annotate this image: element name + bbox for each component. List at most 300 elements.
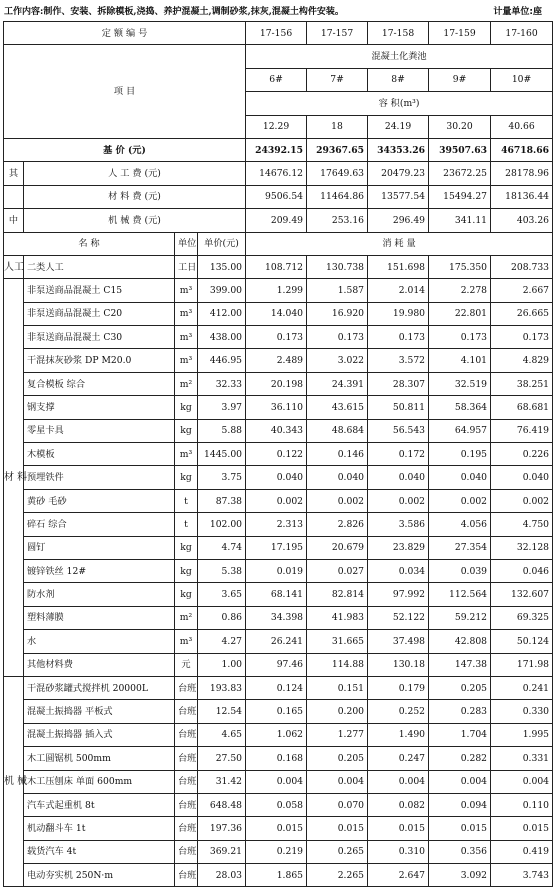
consumption-value: 0.040 (491, 466, 553, 489)
consumption-value: 20.679 (307, 536, 368, 559)
consumption-value: 108.712 (246, 255, 307, 278)
section-side-label: 机 械 (4, 676, 24, 887)
resource-unit: kg (175, 396, 198, 419)
resource-unit: kg (175, 583, 198, 606)
resource-row (4, 700, 553, 723)
consumption-value: 0.172 (368, 443, 429, 466)
resource-unit: 台班 (175, 700, 198, 723)
consumption-value: 0.205 (429, 676, 491, 699)
resource-unit: m³ (175, 630, 198, 653)
resource-unit-price: 3.65 (198, 583, 246, 606)
category-row (4, 45, 553, 68)
consumption-value: 0.219 (246, 840, 307, 863)
resource-unit-price: 87.38 (198, 489, 246, 512)
resource-row (4, 676, 553, 699)
consumption-value: 0.205 (307, 747, 368, 770)
consumption-value: 0.252 (368, 700, 429, 723)
consumption-value: 41.983 (307, 606, 368, 629)
consumption-value: 175.350 (429, 255, 491, 278)
consumption-value: 0.265 (307, 840, 368, 863)
consumption-value: 19.980 (368, 302, 429, 325)
consumption-value: 0.173 (307, 326, 368, 349)
consumption-value: 1.062 (246, 723, 307, 746)
section-side-label: 材 料 (4, 279, 24, 677)
resource-unit-price: 3.75 (198, 466, 246, 489)
consumption-value: 28.307 (368, 372, 429, 395)
base-price-label: 基 价 (元) (4, 138, 246, 161)
consumption-value: 97.46 (246, 653, 307, 676)
breakdown-value: 28178.96 (491, 162, 553, 185)
breakdown-value: 296.49 (368, 209, 429, 232)
consumption-value: 0.004 (307, 770, 368, 793)
resource-row (4, 489, 553, 512)
resource-unit-price: 12.54 (198, 700, 246, 723)
resource-unit-price: 31.42 (198, 770, 246, 793)
consumption-value: 24.391 (307, 372, 368, 395)
consumption-value: 32.128 (491, 536, 553, 559)
resource-name: 其他材料费 (24, 653, 175, 676)
consumption-value: 0.015 (246, 817, 307, 840)
resource-row (4, 302, 553, 325)
consumption-value: 0.331 (491, 747, 553, 770)
quota-code-row (4, 22, 553, 45)
consumption-value: 37.498 (368, 630, 429, 653)
consumption-value: 0.015 (491, 817, 553, 840)
work-content-text: 工作内容:制作、安装、拆除模板,浇捣、养护混凝土,调制砂浆,抹灰,混凝土构件安装。 (4, 7, 344, 17)
resource-name: 干混抹灰砂浆 DP M20.0 (24, 349, 175, 372)
consumption-value: 0.419 (491, 840, 553, 863)
consumption-value: 68.681 (491, 396, 553, 419)
consumption-value: 0.168 (246, 747, 307, 770)
resource-row (4, 793, 553, 816)
breakdown-value: 14676.12 (246, 162, 307, 185)
resource-name: 塑料薄膜 (24, 606, 175, 629)
consumption-value: 0.173 (491, 326, 553, 349)
consumption-value: 0.110 (491, 793, 553, 816)
resource-unit-price: 1445.00 (198, 443, 246, 466)
consumption-value: 17.195 (246, 536, 307, 559)
resource-unit-price: 1.00 (198, 653, 246, 676)
resource-name: 复合模板 综合 (24, 372, 175, 395)
resource-unit-price: 446.95 (198, 349, 246, 372)
volume-value: 12.29 (246, 115, 307, 138)
consumption-value: 0.151 (307, 676, 368, 699)
consumption-value: 32.519 (429, 372, 491, 395)
consumption-value: 0.165 (246, 700, 307, 723)
consumption-value: 40.343 (246, 419, 307, 442)
consumption-value: 0.046 (491, 559, 553, 582)
consumption-value: 97.992 (368, 583, 429, 606)
consumption-value: 0.356 (429, 840, 491, 863)
breakdown-row (4, 162, 553, 185)
consumption-value: 64.957 (429, 419, 491, 442)
consumption-value: 1.865 (246, 864, 307, 887)
resource-name: 木模板 (24, 443, 175, 466)
resource-unit-price: 412.00 (198, 302, 246, 325)
consumption-value: 0.027 (307, 559, 368, 582)
resource-unit: kg (175, 419, 198, 442)
consumption-value: 0.040 (246, 466, 307, 489)
consumption-value: 0.173 (368, 326, 429, 349)
breakdown-side-label: 其 (4, 162, 24, 185)
consumption-value: 20.198 (246, 372, 307, 395)
model-no: 6# (246, 68, 307, 91)
resource-unit-price: 369.21 (198, 840, 246, 863)
consumption-value: 130.738 (307, 255, 368, 278)
consumption-value: 16.920 (307, 302, 368, 325)
consumption-value: 0.094 (429, 793, 491, 816)
resource-unit: m³ (175, 279, 198, 302)
consumption-value: 42.808 (429, 630, 491, 653)
consumption-value: 0.310 (368, 840, 429, 863)
consumption-value: 2.278 (429, 279, 491, 302)
col-header-name: 名 称 (4, 232, 175, 255)
breakdown-value: 9506.54 (246, 185, 307, 208)
resource-row (4, 255, 553, 278)
consumption-value: 4.829 (491, 349, 553, 372)
resource-name: 黄砂 毛砂 (24, 489, 175, 512)
consumption-value: 31.665 (307, 630, 368, 653)
resource-name: 钢支撑 (24, 396, 175, 419)
consumption-value: 0.330 (491, 700, 553, 723)
consumption-value: 0.058 (246, 793, 307, 816)
consumption-value: 0.040 (368, 466, 429, 489)
breakdown-value: 15494.27 (429, 185, 491, 208)
resource-unit: 台班 (175, 864, 198, 887)
resource-name: 混凝土振捣器 插入式 (24, 723, 175, 746)
resource-row (4, 372, 553, 395)
consumption-value: 4.056 (429, 513, 491, 536)
consumption-value: 34.398 (246, 606, 307, 629)
consumption-value: 82.814 (307, 583, 368, 606)
consumption-value: 0.124 (246, 676, 307, 699)
consumption-value: 43.615 (307, 396, 368, 419)
resource-unit-price: 4.27 (198, 630, 246, 653)
consumption-value: 112.564 (429, 583, 491, 606)
consumption-value: 22.801 (429, 302, 491, 325)
consumption-value: 114.88 (307, 653, 368, 676)
consumption-value: 0.004 (368, 770, 429, 793)
consumption-value: 2.826 (307, 513, 368, 536)
consumption-value: 38.251 (491, 372, 553, 395)
consumption-value: 151.698 (368, 255, 429, 278)
consumption-value: 130.18 (368, 653, 429, 676)
breakdown-value: 17649.63 (307, 162, 368, 185)
resource-unit-price: 193.83 (198, 676, 246, 699)
resource-unit: 台班 (175, 747, 198, 770)
resource-name: 非泵送商品混凝土 C15 (24, 279, 175, 302)
resource-unit: m³ (175, 349, 198, 372)
consumption-value: 2.265 (307, 864, 368, 887)
resource-name: 二类人工 (24, 255, 175, 278)
consumption-value: 147.38 (429, 653, 491, 676)
consumption-value: 0.039 (429, 559, 491, 582)
consumption-value: 23.829 (368, 536, 429, 559)
breakdown-row (4, 209, 553, 232)
consumption-value: 26.241 (246, 630, 307, 653)
breakdown-value: 23672.25 (429, 162, 491, 185)
consumption-value: 1.277 (307, 723, 368, 746)
consumption-value: 3.586 (368, 513, 429, 536)
resource-unit-price: 3.97 (198, 396, 246, 419)
consumption-value: 0.015 (429, 817, 491, 840)
model-no: 8# (368, 68, 429, 91)
consumption-value: 2.014 (368, 279, 429, 302)
resource-unit: 元 (175, 653, 198, 676)
base-price-value: 29367.65 (307, 138, 368, 161)
resource-unit: t (175, 513, 198, 536)
resource-row (4, 653, 553, 676)
resource-name: 镀锌铁丝 12# (24, 559, 175, 582)
resource-row (4, 279, 553, 302)
consumption-value: 0.082 (368, 793, 429, 816)
resource-row (4, 630, 553, 653)
quota-no-label: 定 额 编 号 (4, 22, 246, 45)
measure-unit-text: 计量单位:座 (493, 7, 542, 17)
consumption-value: 56.543 (368, 419, 429, 442)
resource-name: 木工圆锯机 500mm (24, 747, 175, 770)
volume-value: 24.19 (368, 115, 429, 138)
quota-code: 17-158 (368, 22, 429, 45)
resource-unit-price: 27.50 (198, 747, 246, 770)
resource-unit-price: 5.88 (198, 419, 246, 442)
category-label: 混凝土化粪池 (246, 45, 553, 68)
resource-unit-price: 28.03 (198, 864, 246, 887)
quota-code: 17-160 (491, 22, 553, 45)
consumption-value: 2.489 (246, 349, 307, 372)
consumption-value: 0.283 (429, 700, 491, 723)
consumption-value: 14.040 (246, 302, 307, 325)
resource-unit: kg (175, 559, 198, 582)
col-header-consumption: 消 耗 量 (246, 232, 553, 255)
resource-unit: m³ (175, 326, 198, 349)
resource-row (4, 559, 553, 582)
resource-name: 水 (24, 630, 175, 653)
resource-name: 机动翻斗车 1t (24, 817, 175, 840)
resource-unit: 台班 (175, 840, 198, 863)
item-label: 项 目 (4, 45, 246, 139)
resource-unit: 工日 (175, 255, 198, 278)
col-header-unit: 单位 (175, 232, 198, 255)
consumption-value: 1.490 (368, 723, 429, 746)
consumption-value: 0.122 (246, 443, 307, 466)
resource-unit: kg (175, 466, 198, 489)
breakdown-value: 209.49 (246, 209, 307, 232)
volume-label: 容 积(m³) (246, 92, 553, 115)
resource-name: 载货汽车 4t (24, 840, 175, 863)
resource-row (4, 864, 553, 887)
consumption-value: 76.419 (491, 419, 553, 442)
consumption-value: 2.313 (246, 513, 307, 536)
consumption-value: 2.647 (368, 864, 429, 887)
consumption-value: 1.995 (491, 723, 553, 746)
consumption-value: 171.98 (491, 653, 553, 676)
resource-unit-price: 102.00 (198, 513, 246, 536)
base-price-value: 39507.63 (429, 138, 491, 161)
breakdown-value: 253.16 (307, 209, 368, 232)
resource-row (4, 396, 553, 419)
consumption-value: 0.015 (368, 817, 429, 840)
breakdown-value: 11464.86 (307, 185, 368, 208)
consumption-value: 0.002 (368, 489, 429, 512)
resource-unit: kg (175, 536, 198, 559)
volume-value: 30.20 (429, 115, 491, 138)
breakdown-value: 341.11 (429, 209, 491, 232)
resource-unit: 台班 (175, 676, 198, 699)
resource-unit: m² (175, 372, 198, 395)
consumption-value: 0.241 (491, 676, 553, 699)
consumption-value: 0.146 (307, 443, 368, 466)
consumption-value: 0.040 (307, 466, 368, 489)
resource-row (4, 723, 553, 746)
consumption-value: 0.002 (491, 489, 553, 512)
consumption-value: 2.667 (491, 279, 553, 302)
consumption-value: 27.354 (429, 536, 491, 559)
resource-name: 非泵送商品混凝土 C30 (24, 326, 175, 349)
quota-table (3, 21, 553, 887)
resource-row (4, 583, 553, 606)
consumption-value: 0.002 (246, 489, 307, 512)
resource-row (4, 840, 553, 863)
consumption-value: 0.282 (429, 747, 491, 770)
consumption-value: 3.022 (307, 349, 368, 372)
consumption-value: 0.247 (368, 747, 429, 770)
resource-unit-price: 32.33 (198, 372, 246, 395)
base-price-value: 46718.66 (491, 138, 553, 161)
resource-row (4, 817, 553, 840)
section-side-label: 人工 (4, 255, 24, 278)
breakdown-row (4, 185, 553, 208)
resource-row (4, 419, 553, 442)
breakdown-value: 403.26 (491, 209, 553, 232)
breakdown-value: 13577.54 (368, 185, 429, 208)
consumption-value: 0.173 (246, 326, 307, 349)
resource-name: 圆钉 (24, 536, 175, 559)
resource-name: 木工压刨床 单面 600mm (24, 770, 175, 793)
consumption-value: 50.124 (491, 630, 553, 653)
resource-name: 混凝土振捣器 平板式 (24, 700, 175, 723)
consumption-value: 208.733 (491, 255, 553, 278)
base-price-value: 34353.26 (368, 138, 429, 161)
consumption-value: 58.364 (429, 396, 491, 419)
consumption-value: 48.684 (307, 419, 368, 442)
resource-unit: m² (175, 606, 198, 629)
consumption-value: 0.015 (307, 817, 368, 840)
resource-unit-price: 648.48 (198, 793, 246, 816)
resource-unit-price: 399.00 (198, 279, 246, 302)
consumption-value: 3.092 (429, 864, 491, 887)
resource-row (4, 349, 553, 372)
resource-row (4, 443, 553, 466)
breakdown-value: 20479.23 (368, 162, 429, 185)
model-no: 10# (491, 68, 553, 91)
resource-unit: 台班 (175, 770, 198, 793)
resource-name: 干混砂浆罐式搅拌机 20000L (24, 676, 175, 699)
breakdown-side-label: 中 (4, 209, 24, 232)
resource-row (4, 747, 553, 770)
resource-name: 防水剂 (24, 583, 175, 606)
consumption-value: 50.811 (368, 396, 429, 419)
resource-row (4, 326, 553, 349)
resource-name: 预埋铁件 (24, 466, 175, 489)
consumption-value: 0.004 (491, 770, 553, 793)
resource-name: 零星卡具 (24, 419, 175, 442)
resource-unit-price: 5.38 (198, 559, 246, 582)
consumption-value: 4.750 (491, 513, 553, 536)
consumption-value: 36.110 (246, 396, 307, 419)
consumption-value: 1.587 (307, 279, 368, 302)
consumption-value: 0.195 (429, 443, 491, 466)
breakdown-name: 机 械 费 (元) (24, 209, 246, 232)
col-header-unit-price: 单价(元) (198, 232, 246, 255)
resource-unit: m³ (175, 302, 198, 325)
resource-row (4, 466, 553, 489)
consumption-value: 4.101 (429, 349, 491, 372)
resource-name: 汽车式起重机 8t (24, 793, 175, 816)
consumption-value: 0.226 (491, 443, 553, 466)
resource-unit-price: 438.00 (198, 326, 246, 349)
breakdown-value: 18136.44 (491, 185, 553, 208)
base-price-value: 24392.15 (246, 138, 307, 161)
resource-unit-price: 4.74 (198, 536, 246, 559)
resource-row (4, 536, 553, 559)
model-no: 9# (429, 68, 491, 91)
resource-row (4, 513, 553, 536)
resource-name: 碎石 综合 (24, 513, 175, 536)
resource-unit-price: 135.00 (198, 255, 246, 278)
resource-name: 电动夯实机 250N·m (24, 864, 175, 887)
consumption-value: 26.665 (491, 302, 553, 325)
breakdown-name: 材 料 费 (元) (24, 185, 246, 208)
consumption-value: 0.019 (246, 559, 307, 582)
consumption-value: 0.034 (368, 559, 429, 582)
resource-row (4, 770, 553, 793)
consumption-value: 0.070 (307, 793, 368, 816)
resource-unit-price: 4.65 (198, 723, 246, 746)
base-price-row (4, 138, 553, 161)
page-header (4, 4, 550, 18)
consumption-value: 0.179 (368, 676, 429, 699)
volume-value: 18 (307, 115, 368, 138)
consumption-value: 3.572 (368, 349, 429, 372)
resource-unit: m³ (175, 443, 198, 466)
resource-unit-price: 197.36 (198, 817, 246, 840)
consumption-value: 0.004 (246, 770, 307, 793)
consumption-value: 0.002 (429, 489, 491, 512)
resource-unit: 台班 (175, 723, 198, 746)
resource-row (4, 606, 553, 629)
consumption-value: 0.002 (307, 489, 368, 512)
resource-unit-price: 0.86 (198, 606, 246, 629)
quota-table-body (4, 22, 553, 887)
consumption-value: 132.607 (491, 583, 553, 606)
consumption-value: 1.704 (429, 723, 491, 746)
quota-code: 17-159 (429, 22, 491, 45)
consumption-value: 52.122 (368, 606, 429, 629)
consumption-value: 0.004 (429, 770, 491, 793)
model-no: 7# (307, 68, 368, 91)
consumption-value: 0.040 (429, 466, 491, 489)
resource-unit: 台班 (175, 817, 198, 840)
consumption-value: 3.743 (491, 864, 553, 887)
consumption-value: 0.200 (307, 700, 368, 723)
breakdown-side-label (4, 185, 24, 208)
breakdown-name: 人 工 费 (元) (24, 162, 246, 185)
resource-name: 非泵送商品混凝土 C20 (24, 302, 175, 325)
column-header-row (4, 232, 553, 255)
quota-code: 17-156 (246, 22, 307, 45)
resource-unit: t (175, 489, 198, 512)
